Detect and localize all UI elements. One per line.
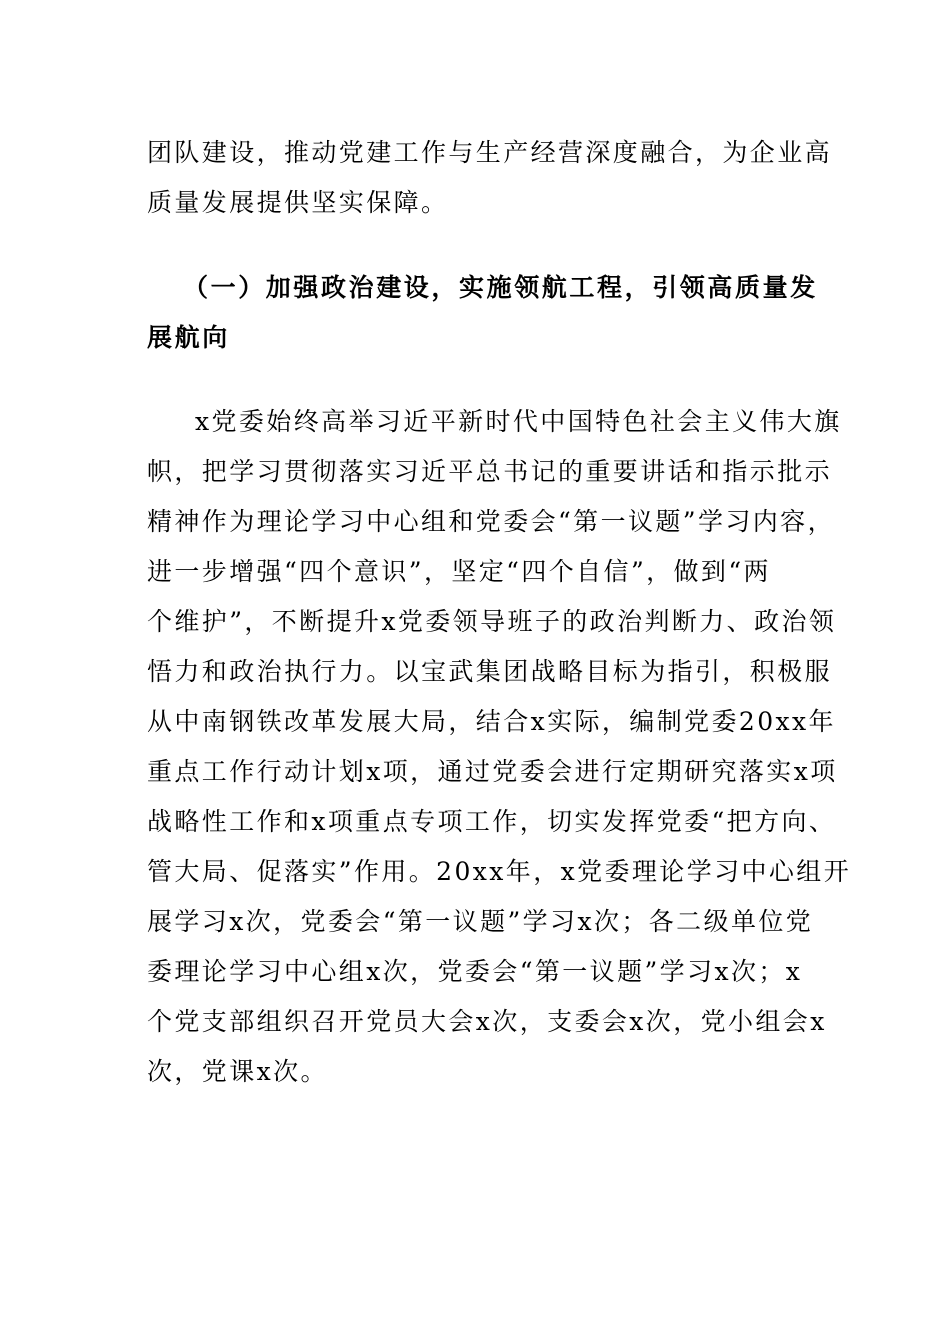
body-line: 个维护”，不断提升x党委领导班子的政治判断力、政治领 bbox=[147, 607, 837, 636]
body-line: 战略性工作和x项重点专项工作，切实发挥党委“把方向、 bbox=[147, 807, 837, 836]
body-line: 个党支部组织召开党员大会x次，支委会x次，党小组会x bbox=[147, 1007, 827, 1036]
body-line: 展学习x次，党委会“第一议题”学习x次；各二级单位党 bbox=[147, 907, 814, 936]
body-line: 重点工作行动计划x项，通过党委会进行定期研究落实x项 bbox=[147, 757, 838, 786]
body-line: 次，党课x次。 bbox=[147, 1057, 328, 1086]
body-line: 悟力和政治执行力。以宝武集团战略目标为指引，积极服 bbox=[147, 657, 833, 686]
intro-line: 质量发展提供坚实保障。 bbox=[147, 188, 449, 217]
body-line: 管大局、促落实”作用。20xx年，x党委理论学习中心组开 bbox=[147, 857, 852, 886]
body-line: x党委始终高举习近平新时代中国特色社会主义伟大旗 bbox=[195, 407, 842, 436]
body-line: 从中南钢铁改革发展大局，结合x实际，编制党委20xx年 bbox=[147, 707, 836, 736]
body-line: 精神作为理论学习中心组和党委会“第一议题”学习内容， bbox=[147, 507, 835, 536]
heading-line: 展航向 bbox=[147, 323, 230, 352]
body-line: 进一步增强“四个意识”，坚定“四个自信”，做到“两 bbox=[147, 557, 771, 586]
intro-line: 团队建设，推动党建工作与生产经营深度融合，为企业高 bbox=[147, 138, 833, 167]
heading-line: （一）加强政治建设，实施领航工程，引领高质量发 bbox=[183, 273, 818, 302]
body-line: 委理论学习中心组x次，党委会“第一议题”学习x次；x bbox=[147, 957, 803, 986]
body-line: 帜，把学习贯彻落实习近平总书记的重要讲话和指示批示 bbox=[147, 457, 833, 486]
